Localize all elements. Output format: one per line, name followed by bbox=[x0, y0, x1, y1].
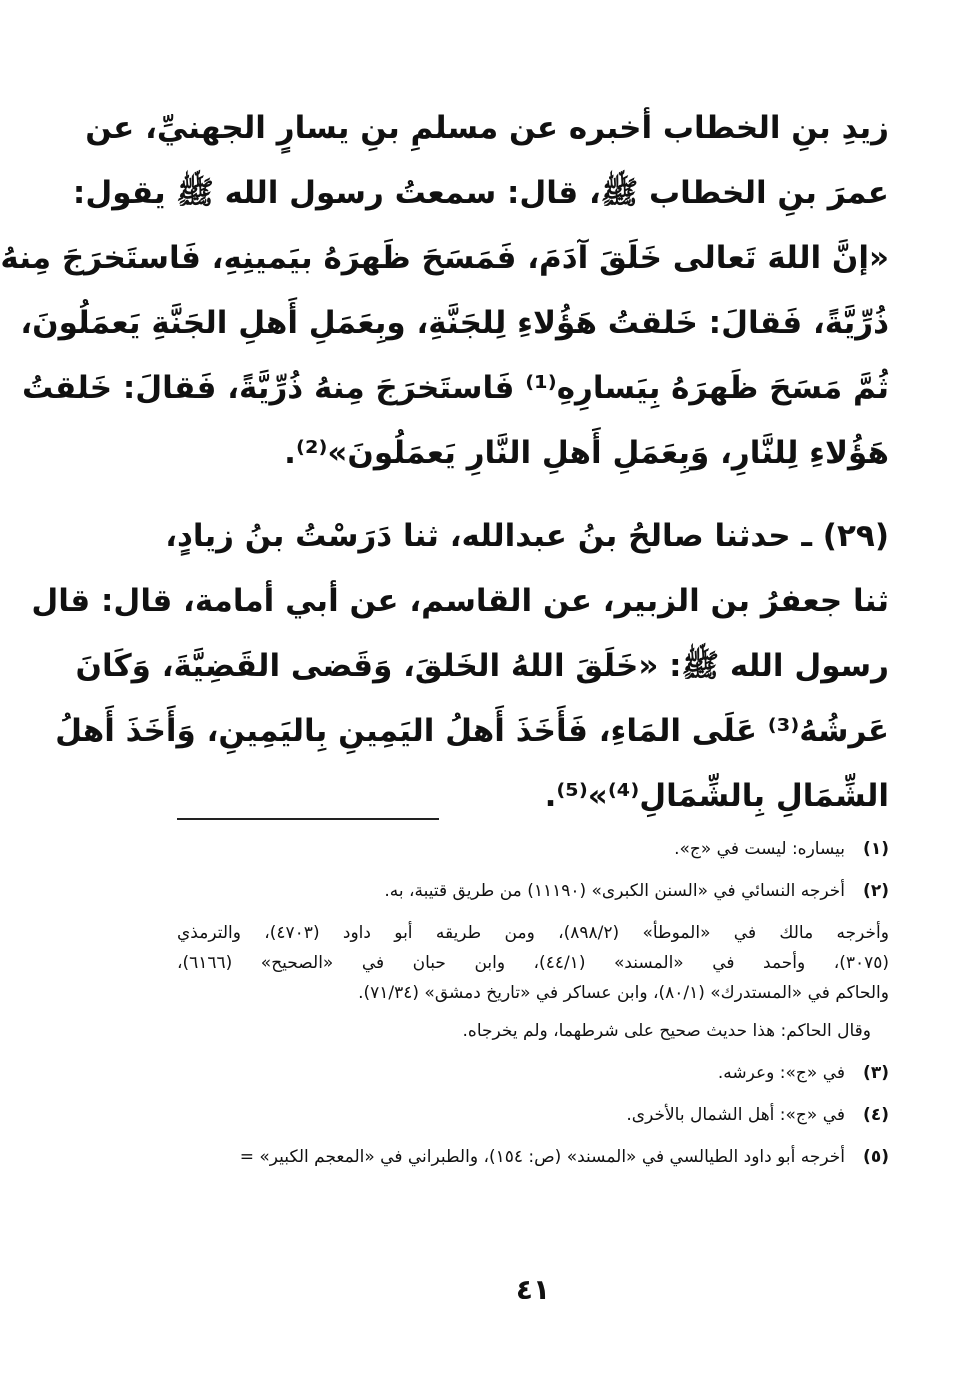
footnote bbox=[177, 834, 889, 864]
page bbox=[0, 96, 890, 1389]
footnote-number: (١) bbox=[863, 839, 889, 859]
text-line: الشِّمَالِ بِالشِّمَالِ⁽⁴⁾»⁽⁵⁾. bbox=[544, 778, 889, 814]
hadith-number: (٢٩) ـ bbox=[801, 518, 889, 554]
footnote-line: بيساره: ليست في «ج». bbox=[674, 839, 845, 859]
footnote-line: (٣٠٧٥)، وأحمد في «المسند» (٤٤/١)، وابن حبان في «الصحيح» (٦١٦٦)، bbox=[177, 953, 890, 973]
footnote bbox=[177, 1142, 889, 1172]
page-number: ٤١ bbox=[515, 1273, 551, 1306]
footnote-body bbox=[177, 876, 890, 1046]
text-line: رسول الله ﷺ: «خَلَقَ اللهُ الخَلقَ، وَقَضى القَضِيَّةَ، وَكَانَ bbox=[75, 648, 889, 684]
hadith-paragraph bbox=[31, 504, 889, 829]
footnote-line: في «ج»: وعرشه. bbox=[717, 1063, 845, 1083]
footnote-body bbox=[177, 1100, 845, 1130]
text-line-content: حدثنا صالحُ بنُ عبدالله، ثنا دَرَسْتُ بنُ زيادٍ، bbox=[165, 518, 791, 554]
text-line: ثنا جعفرُ بن الزبير، عن القاسم، عن أبي أمامة، قال: قال bbox=[31, 583, 889, 619]
text-line: ذُرِّيَّةً، فَقالَ: خَلقتُ هَؤُلاءِ لِلجَنَّةِ، وبِعَمَلِ أَهلِ الجَنَّةِ يَعمَلُونَ، bbox=[20, 305, 889, 341]
footnote-number: (٣) bbox=[863, 1063, 889, 1083]
footnote-line: والحاكم في «المستدرك» (٨٠/١)، وابن عساكر في «تاريخ دمشق» (٧١/٣٤). bbox=[358, 983, 889, 1003]
footnote-body bbox=[177, 1058, 845, 1088]
footnote-line: وأخرجه مالك في «الموطأ» (٨٩٨/٢)، ومن طريقه أبو داود (٤٧٠٣)، والترمذي bbox=[177, 923, 889, 943]
text-line: ثُمَّ مَسَحَ ظَهرَهُ بِيَسارِهِ⁽¹⁾ فَاستَخرَجَ مِنهُ ذُرِّيَّةً، فَقالَ: خَلقتُ bbox=[21, 370, 889, 406]
footnote-line: وقال الحاكم: هذا حديث صحيح على شرطهما، ولم يخرجاه. bbox=[462, 1021, 871, 1041]
footnote-number: (٤) bbox=[863, 1105, 889, 1125]
text-line bbox=[165, 504, 889, 569]
footnote-number: (٥) bbox=[863, 1147, 889, 1167]
footnotes bbox=[177, 834, 889, 1184]
footnote-divider bbox=[177, 818, 439, 820]
footnote-number: (٢) bbox=[863, 881, 889, 901]
footnote-line: في «ج»: أهل الشمال بالأخرى. bbox=[626, 1105, 845, 1125]
footnote bbox=[177, 876, 889, 1046]
footnote-line: أخرجه النسائي في «السنن الكبرى» (١١١٩٠) من طريق قتيبة، به. bbox=[384, 881, 845, 901]
text-line: هَؤُلاءِ لِلنَّارِ، وَبِعَمَلِ أَهلِ النَّارِ يَعمَلُونَ»⁽²⁾. bbox=[284, 435, 889, 471]
footnote bbox=[177, 1058, 889, 1088]
footnote-line: أخرجه أبو داود الطيالسي في «المسند» (ص: ١٥٤)، والطبراني في «المعجم الكبير» = bbox=[239, 1147, 845, 1167]
footnote-body bbox=[177, 1142, 845, 1172]
footnote-body bbox=[177, 834, 845, 864]
main-text bbox=[0, 96, 889, 829]
text-line: عمرَ بنِ الخطاب ﷺ، قال: سمعتُ رسول الله ﷺ يقول: bbox=[72, 175, 889, 211]
text-line: زيدِ بنِ الخطاب أخبره عن مسلمِ بنِ يسارٍ الجهنيِّ، عن bbox=[85, 110, 889, 146]
footnote bbox=[177, 1100, 889, 1130]
text-line: «إنَّ اللهَ تَعالى خَلَقَ آدَمَ، فَمَسَحَ ظَهرَهُ بيَمينِهِ، فَاستَخرَجَ مِنهُ bbox=[0, 240, 889, 276]
text-line: عَرشُهُ⁽³⁾ عَلَى المَاءِ، فَأَخَذَ أَهلُ اليَمِينِ بِاليَمِينِ، وَأَخَذَ أَهلُ bbox=[55, 713, 889, 749]
